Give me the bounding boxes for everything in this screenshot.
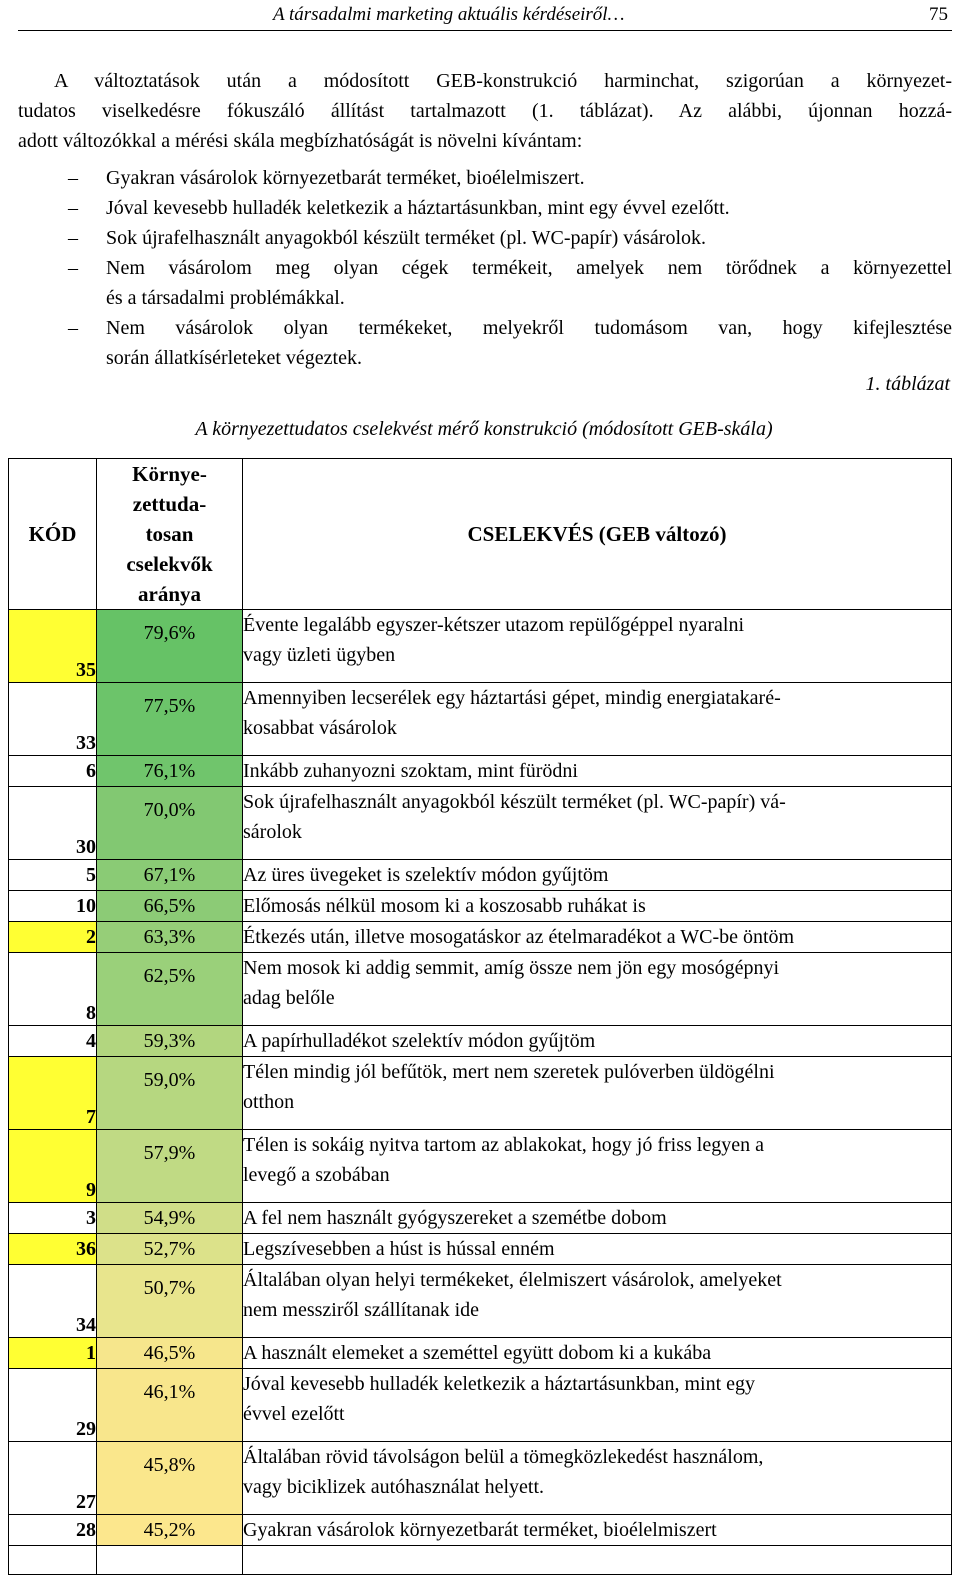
- arany-cell: 52,7%: [97, 1234, 243, 1265]
- arany-cell: 50,7%: [97, 1265, 243, 1338]
- table-row: [9, 860, 952, 891]
- table-row: [9, 1057, 952, 1130]
- arany-cell: 59,0%: [97, 1057, 243, 1130]
- empty-cell: [97, 1546, 243, 1575]
- cselekves-cell: [243, 683, 952, 756]
- kod-cell: 34: [9, 1265, 97, 1338]
- arany-cell: 46,5%: [97, 1338, 243, 1369]
- kod-cell: 35: [9, 610, 97, 683]
- table-row: [9, 1234, 952, 1265]
- cselekves-cell: [243, 891, 952, 922]
- page-number: 75: [929, 4, 948, 25]
- kod-cell: 30: [9, 787, 97, 860]
- cselekves-line: Télen mindig jól befűtök, mert nem szeretek pulóverben üldögélni: [243, 1061, 775, 1083]
- table-body: [9, 610, 952, 1575]
- list-item: – Sok újrafelhasznált anyagokból készült terméket (pl. WC-papír) vásárolok.: [18, 223, 952, 253]
- arany-cell: 57,9%: [97, 1130, 243, 1203]
- table-number: 1. táblázat: [865, 373, 950, 395]
- table-row: [9, 1338, 952, 1369]
- cselekves-cell: [243, 1442, 952, 1515]
- cselekves-line: A használt elemeket a szeméttel együtt dobom ki a kukába: [243, 1342, 712, 1364]
- cselekves-cell: [243, 953, 952, 1026]
- list-item: – Jóval kevesebb hulladék keletkezik a háztartásunkban, mint egy évvel ezelőtt.: [18, 193, 952, 223]
- kod-cell: 5: [9, 860, 97, 891]
- empty-row: [9, 1546, 952, 1575]
- cselekves-line: otthon: [243, 1091, 295, 1113]
- empty-cell: [9, 1546, 97, 1575]
- arany-cell: 54,9%: [97, 1203, 243, 1234]
- cselekves-cell: [243, 756, 952, 787]
- table-row: [9, 610, 952, 683]
- cselekves-line: nem messziről szállítanak ide: [243, 1299, 480, 1321]
- dash-bullet-icon: –: [68, 167, 78, 189]
- kod-cell: 10: [9, 891, 97, 922]
- list-item: – Nem vásárolom meg olyan cégek termékeit, amelyek nem törődnek a környezettel és a társadalmi problémákkal.: [18, 253, 952, 313]
- kod-cell: 7: [9, 1057, 97, 1130]
- cselekves-cell: [243, 787, 952, 860]
- table-header-row: [9, 459, 952, 610]
- geb-scale-table: [8, 458, 952, 1575]
- kod-cell: 1: [9, 1338, 97, 1369]
- arany-cell: 62,5%: [97, 953, 243, 1026]
- table-row: [9, 1369, 952, 1442]
- kod-cell: 36: [9, 1234, 97, 1265]
- kod-cell: 28: [9, 1515, 97, 1546]
- arany-cell: 76,1%: [97, 756, 243, 787]
- table-row: [9, 1265, 952, 1338]
- intro-line: A változtatások után a módosított GEB-konstrukció harminchat, szigorúan a környezet-: [54, 70, 952, 92]
- empty-cell: [243, 1546, 952, 1575]
- cselekves-cell: [243, 922, 952, 953]
- table-row: [9, 922, 952, 953]
- cselekves-line: sárolok: [243, 821, 302, 843]
- table-row: [9, 756, 952, 787]
- kod-cell: 29: [9, 1369, 97, 1442]
- kod-cell: 9: [9, 1130, 97, 1203]
- cselekves-line: vagy üzleti ügyben: [243, 644, 396, 666]
- cselekves-line: A papírhulladékot szelektív módon gyűjtöm: [243, 1030, 596, 1052]
- kod-cell: 6: [9, 756, 97, 787]
- table-row: [9, 683, 952, 756]
- table-caption: A környezettudatos cselekvést mérő konstrukció (módosított GEB-skála): [195, 418, 773, 440]
- table-row: [9, 1515, 952, 1546]
- arany-cell: 70,0%: [97, 787, 243, 860]
- cselekves-line: Étkezés után, illetve mosogatáskor az ételmaradékot a WC-be öntöm: [243, 926, 795, 948]
- cselekves-line: Sok újrafelhasznált anyagokból készült terméket (pl. WC-papír) vá-: [243, 791, 786, 813]
- table-row: [9, 787, 952, 860]
- arany-cell: 63,3%: [97, 922, 243, 953]
- cselekves-cell: [243, 1338, 952, 1369]
- arany-cell: 45,2%: [97, 1515, 243, 1546]
- cselekves-line: Előmosás nélkül mosom ki a koszosabb ruhákat is: [243, 895, 646, 917]
- cselekves-cell: [243, 1026, 952, 1057]
- cselekves-line: levegő a szobában: [243, 1164, 390, 1186]
- cselekves-cell: [243, 1130, 952, 1203]
- cselekves-line: Inkább zuhanyozni szoktam, mint fürödni: [243, 760, 578, 782]
- table-row: [9, 1026, 952, 1057]
- running-title: A társadalmi marketing aktuális kérdéseiről…: [273, 4, 625, 25]
- arany-cell: 77,5%: [97, 683, 243, 756]
- dash-bullet-icon: –: [68, 257, 78, 279]
- cselekves-line: vagy biciklizek autóhasználat helyett.: [243, 1476, 544, 1498]
- cselekves-cell: [243, 1203, 952, 1234]
- variable-list: [18, 163, 952, 373]
- kod-cell: 4: [9, 1026, 97, 1057]
- cselekves-line: Általában rövid távolságon belül a tömegközlekedést használom,: [243, 1446, 764, 1468]
- header-cselekves: CSELEKVÉS (GEB változó): [243, 459, 952, 610]
- cselekves-cell: [243, 610, 952, 683]
- cselekves-cell: [243, 1265, 952, 1338]
- arany-cell: 66,5%: [97, 891, 243, 922]
- table-row: [9, 891, 952, 922]
- table-row: [9, 953, 952, 1026]
- cselekves-line: Gyakran vásárolok környezetbarát terméket, bioélelmiszert: [243, 1519, 717, 1541]
- cselekves-line: Évente legalább egyszer-kétszer utazom repülőgéppel nyaralni: [243, 614, 745, 636]
- dash-bullet-icon: –: [68, 227, 78, 249]
- table-row: [9, 1130, 952, 1203]
- cselekves-line: Télen is sokáig nyitva tartom az ablakokat, hogy jó friss legyen a: [243, 1134, 764, 1156]
- cselekves-cell: [243, 1057, 952, 1130]
- kod-cell: 3: [9, 1203, 97, 1234]
- cselekves-line: Amennyiben lecserélek egy háztartási gépet, mindig energiatakaré-: [243, 687, 781, 709]
- kod-cell: 2: [9, 922, 97, 953]
- cselekves-line: Az üres üvegeket is szelektív módon gyűjtöm: [243, 864, 609, 886]
- cselekves-line: adag belőle: [243, 987, 335, 1009]
- arany-cell: 79,6%: [97, 610, 243, 683]
- cselekves-line: Jóval kevesebb hulladék keletkezik a háztartásunkban, mint egy: [243, 1373, 756, 1395]
- list-item: – Gyakran vásárolok környezetbarát terméket, bioélelmiszert.: [18, 163, 952, 193]
- header-arany: Környe- zettuda- tosan cselekvők aránya: [97, 459, 243, 610]
- table-row: [9, 1442, 952, 1515]
- kod-cell: 8: [9, 953, 97, 1026]
- table-row: [9, 1203, 952, 1234]
- dash-bullet-icon: –: [68, 197, 78, 219]
- list-item: – Nem vásárolok olyan termékeket, melyekről tudomásom van, hogy kifejlesztése során állatkísérleteket végeztek.: [18, 313, 952, 373]
- header-kod: KÓD: [9, 459, 97, 610]
- arany-cell: 67,1%: [97, 860, 243, 891]
- arany-cell: 45,8%: [97, 1442, 243, 1515]
- cselekves-cell: [243, 1369, 952, 1442]
- cselekves-cell: [243, 860, 952, 891]
- cselekves-cell: [243, 1515, 952, 1546]
- cselekves-line: Legszívesebben a húst is hússal enném: [243, 1238, 555, 1260]
- dash-bullet-icon: –: [68, 317, 78, 339]
- cselekves-line: Általában olyan helyi termékeket, élelmiszert vásárolok, amelyeket: [243, 1269, 782, 1291]
- arany-cell: 59,3%: [97, 1026, 243, 1057]
- running-header: [18, 0, 952, 31]
- cselekves-cell: [243, 1234, 952, 1265]
- kod-cell: 27: [9, 1442, 97, 1515]
- cselekves-line: A fel nem használt gyógyszereket a szemétbe dobom: [243, 1207, 667, 1229]
- intro-paragraph: [18, 66, 952, 156]
- intro-line: adott változókkal a mérési skála megbízhatóságát is növelni kívántam:: [18, 130, 583, 152]
- cselekves-line: Nem mosok ki addig semmit, amíg össze nem jön egy mosógépnyi: [243, 957, 780, 979]
- intro-line: tudatos viselkedésre fókuszáló állítást tartalmazott (1. táblázat). Az alábbi, újonnan hozzá-: [18, 100, 952, 122]
- cselekves-line: évvel ezelőtt: [243, 1403, 345, 1425]
- arany-cell: 46,1%: [97, 1369, 243, 1442]
- cselekves-line: kosabbat vásárolok: [243, 717, 397, 739]
- kod-cell: 33: [9, 683, 97, 756]
